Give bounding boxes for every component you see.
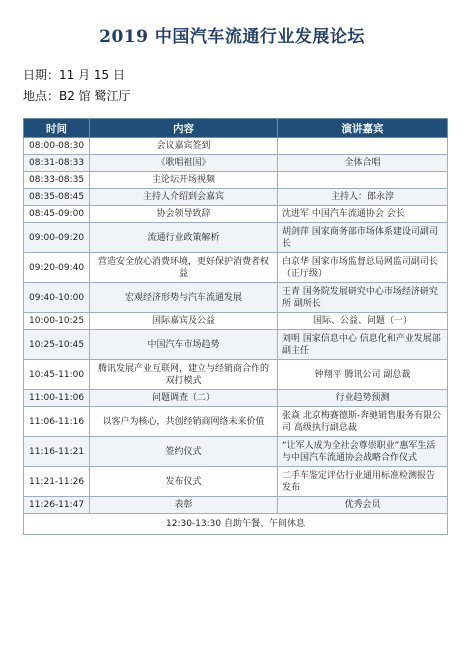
table-row [24, 189, 448, 206]
header-content: 内容 [90, 119, 278, 138]
speaker-cell [278, 138, 448, 155]
speaker-cell: 刘明 国家信息中心 信息化和产业发展部 副主任 [278, 330, 448, 360]
content-cell: 宏观经济形势与汽车流通发展 [90, 283, 278, 313]
table-footer-row [24, 514, 448, 535]
time-cell: 10:45-11:00 [24, 360, 90, 390]
content-cell: 国际嘉宾及公益 [90, 313, 278, 330]
table-row [24, 172, 448, 189]
content-cell: 会议嘉宾签到 [90, 138, 278, 155]
table-row [24, 223, 448, 253]
content-cell: 主论坛开场视频 [90, 172, 278, 189]
table-row [24, 138, 448, 155]
header-time: 时间 [24, 119, 90, 138]
speaker-cell: 优秀会员 [278, 497, 448, 514]
time-cell: 11:00-11:06 [24, 390, 90, 407]
time-cell: 11:21-11:26 [24, 467, 90, 497]
event-date: 日期：11 月 15 日 [23, 68, 125, 82]
speaker-cell: 白京华 国家市场监督总局网监司副司长（正厅级） [278, 253, 448, 283]
speaker-cell: 王青 国务院发展研究中心市场经济研究所 副所长 [278, 283, 448, 313]
speaker-cell: 沈进军 中国汽车流通协会 会长 [278, 206, 448, 223]
content-cell: 《歌唱祖国》 [90, 155, 278, 172]
content-cell: 问题调查（二） [90, 390, 278, 407]
time-cell: 09:00-09:20 [24, 223, 90, 253]
time-cell: 11:26-11:47 [24, 497, 90, 514]
time-cell: 09:20-09:40 [24, 253, 90, 283]
time-cell: 08:45-09:00 [24, 206, 90, 223]
table-row [24, 206, 448, 223]
table-row [24, 360, 448, 390]
table-row [24, 497, 448, 514]
content-cell: 签约仪式 [90, 437, 278, 467]
speaker-cell: 全体合唱 [278, 155, 448, 172]
content-cell: 营造安全放心消费环境，更好保护消费者权益 [90, 253, 278, 283]
content-cell: 流通行业政策解析 [90, 223, 278, 253]
header-speaker: 演讲嘉宾 [278, 119, 448, 138]
content-cell: 中国汽车市场趋势 [90, 330, 278, 360]
time-cell: 10:00-10:25 [24, 313, 90, 330]
agenda-table [23, 118, 448, 535]
table-row [24, 437, 448, 467]
speaker-cell: 张焱 北京梅赛德斯-奔驰销售服务有限公司 高级执行副总裁 [278, 407, 448, 437]
content-cell: 发布仪式 [90, 467, 278, 497]
speaker-cell: “让军人成为全社会尊崇职业”惠军生活与中国汽车流通协会战略合作仪式 [278, 437, 448, 467]
time-cell: 11:06-11:16 [24, 407, 90, 437]
time-cell: 09:40-10:00 [24, 283, 90, 313]
speaker-cell [278, 172, 448, 189]
time-cell: 10:25-10:45 [24, 330, 90, 360]
speaker-cell: 行业趋势预测 [278, 390, 448, 407]
event-location: 地点：B2 馆 鹭江厅 [23, 89, 131, 103]
table-row [24, 155, 448, 172]
time-cell: 08:35-08:45 [24, 189, 90, 206]
content-cell: 表彰 [90, 497, 278, 514]
content-cell: 以客户为核心，共创经销商网络未来价值 [90, 407, 278, 437]
table-row [24, 253, 448, 283]
time-cell: 08:33-08:35 [24, 172, 90, 189]
table-row [24, 283, 448, 313]
speaker-cell: 国际、公益、问题（一） [278, 313, 448, 330]
table-header-row [24, 119, 448, 138]
speaker-cell: 主持人：郎永淳 [278, 189, 448, 206]
table-row [24, 407, 448, 437]
table-row [24, 390, 448, 407]
speaker-cell: 钟翔平 腾讯公司 副总裁 [278, 360, 448, 390]
table-row [24, 467, 448, 497]
content-cell: 腾讯发展产业互联网，建立与经销商合作的双打模式 [90, 360, 278, 390]
speaker-cell: 胡剑萍 国家商务部市场体系建设司副司长 [278, 223, 448, 253]
content-cell: 主持人介绍到会嘉宾 [90, 189, 278, 206]
time-cell: 08:31-08:33 [24, 155, 90, 172]
content-cell: 协会领导致辞 [90, 206, 278, 223]
page-title: 2019 中国汽车流通行业发展论坛 [99, 27, 365, 47]
speaker-cell: 二手车鉴定评估行业通用标准检测报告发布 [278, 467, 448, 497]
table-row [24, 330, 448, 360]
lunch-break-cell: 12:30-13:30 自助午餐、午间休息 [24, 514, 448, 535]
table-row [24, 313, 448, 330]
time-cell: 08:00-08:30 [24, 138, 90, 155]
time-cell: 11:16-11:21 [24, 437, 90, 467]
